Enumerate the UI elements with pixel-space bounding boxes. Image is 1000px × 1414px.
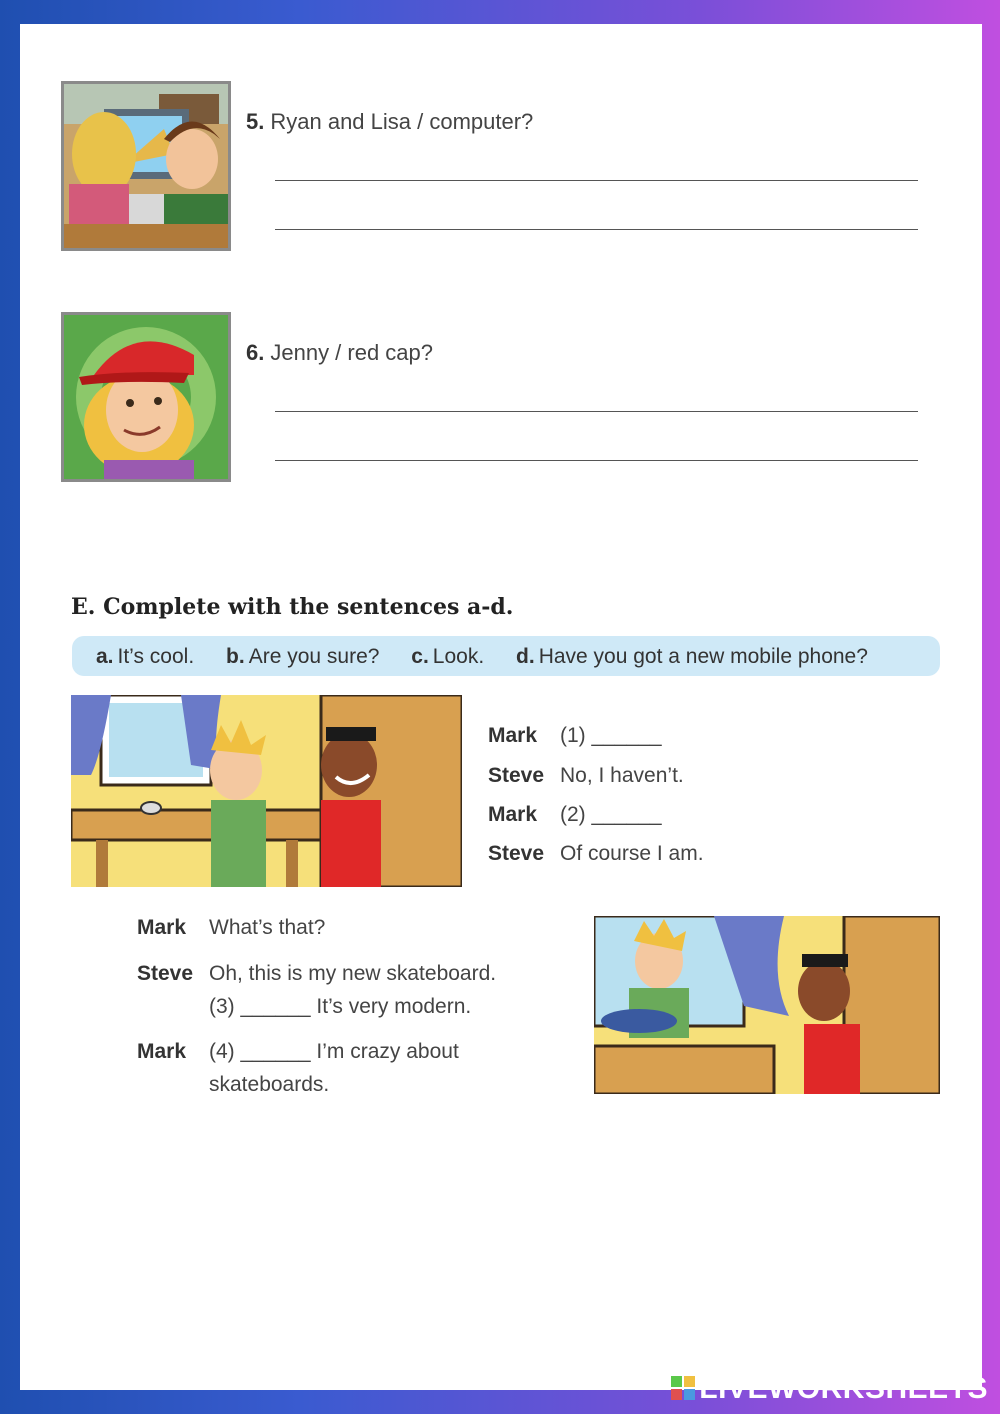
question-5-answer-line-2[interactable] [275, 229, 918, 230]
dialog-2-text-1: What’s that? [209, 916, 326, 939]
question-6-answer-line-2[interactable] [275, 460, 918, 461]
speaker-steve: Steve [488, 842, 545, 865]
jenny-red-cap-illustration [61, 312, 231, 482]
question-5-answer-line-1[interactable] [275, 180, 918, 181]
dialog-2-text-2: Oh, this is my new skateboard. [209, 962, 497, 985]
question-6-prompt [246, 340, 433, 366]
dialog-1-line-3 [488, 803, 908, 833]
speaker-steve: Steve [137, 962, 194, 985]
speaker-mark: Mark [488, 724, 538, 747]
question-6-answer-line-1[interactable] [275, 411, 918, 412]
speaker-steve: Steve [488, 764, 545, 787]
dialog-2 [137, 916, 557, 1106]
section-e-title: E. Complete with the sentences a-d. [71, 594, 514, 620]
dialog-1-line-4 [488, 842, 908, 872]
liveworksheets-brand-name: LIVEWORKSHEETS [699, 1372, 988, 1405]
dialog-1-line-2 [488, 764, 908, 794]
dialog-1-text-2: No, I haven’t. [560, 764, 684, 787]
liveworksheets-brand [671, 1372, 988, 1406]
dialog-2-line-3 [137, 1040, 557, 1104]
dialog-1-text-4: Of course I am. [560, 842, 704, 865]
speaker-mark: Mark [137, 1040, 187, 1063]
option-d: d. Have you got a new mobile phone? [516, 645, 868, 668]
dialog-2-blank-4[interactable]: (4) ______ I’m crazy about [209, 1040, 459, 1063]
dialog-1 [488, 724, 908, 884]
question-6-number: 6. [246, 340, 265, 365]
ryan-lisa-computer-illustration [61, 81, 231, 251]
option-c: c. Look. [411, 645, 485, 668]
dialog-2-line-2 [137, 962, 557, 1026]
liveworksheets-logo-icon [671, 1374, 695, 1398]
option-a: a. It’s cool. [96, 645, 195, 668]
dialog-2-blank-3[interactable]: (3) ______ It’s very modern. [209, 995, 472, 1018]
question-5-prompt [246, 109, 533, 135]
dialog-1-line-1 [488, 724, 908, 754]
dialog-2-text-3b: skateboards. [209, 1073, 330, 1096]
worksheet-page [20, 24, 982, 1390]
dialog-2-line-1 [137, 916, 557, 946]
question-5-text: Ryan and Lisa / computer? [270, 109, 534, 134]
option-b: b. Are you sure? [226, 645, 380, 668]
dialog-1-blank-1[interactable]: (1) ______ [560, 724, 662, 747]
question-5-number: 5. [246, 109, 265, 134]
speaker-mark: Mark [137, 916, 187, 939]
question-6-text: Jenny / red cap? [270, 340, 434, 365]
speaker-mark: Mark [488, 803, 538, 826]
steve-skateboard-illustration [594, 916, 940, 1094]
sentence-options-bar [72, 636, 940, 676]
mark-steve-table-illustration [71, 695, 462, 887]
dialog-1-blank-2[interactable]: (2) ______ [560, 803, 662, 826]
